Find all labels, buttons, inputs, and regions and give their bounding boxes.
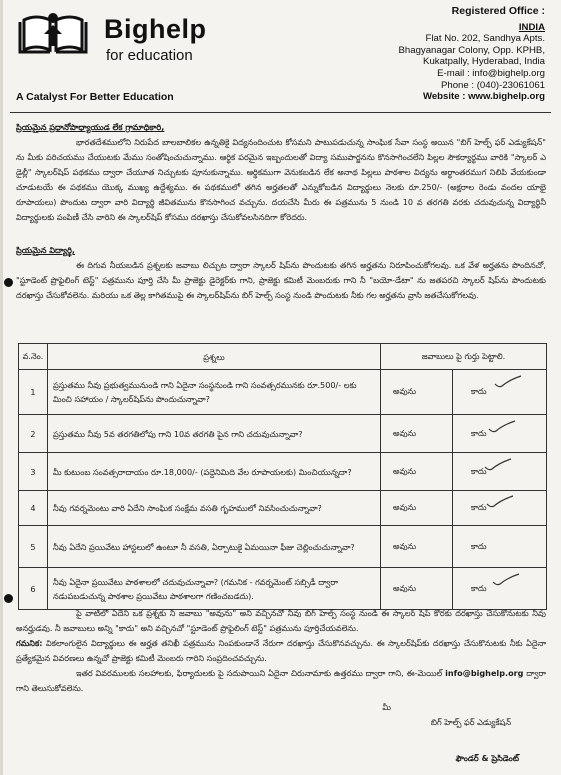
salutation-headmaster: ప్రియమైన ప్రధానోపాధ్యాయుడ లేక గ్రామాధికారి, <box>16 122 165 132</box>
office-website: Website : www.bighelp.org <box>422 91 545 103</box>
row-question: నీవు ఏదైనా ప్రయివేటు పాఠశాలలో చదువుచున్నావా? (గమనిక - గవర్నమెంట్ సబ్సిడీ ద్వారా నడుపబడుచున్న పాఠశాల ప్రయివేటు పాఠశాలగా గణించబడదు). <box>48 568 381 610</box>
eligibility-table <box>18 343 547 610</box>
organization-signature: బిగ్ హెల్ప్ ఫర్ ఎడ్యుకేషన్ <box>430 717 511 727</box>
table-row <box>19 568 547 610</box>
intro-paragraph: భారతదేశములోని నిరుపేద బాలబాలికల ఉన్నతికై విద్యనందించుట కోసమని పాటుపడుచున్న సాంఘిక సేవా సంస్థ అయిన "బిగ్ హెల్ప్ ఫర్ ఎడ్యుకేషన్" ను మీకు పరిచయము చేయుటకు మేము సంతోషించుచున్నాము. ఆర్థిక పరమైన ఇబ్బందులతో విద్యా సముపార్జనను కొనసాగించలేని పిల్లల సౌకర్యార్థము వారికి "స్కాలర్ ఎ డైల్లీ" స్కాలర్‌షిప్ పథకము ద్వారా చేయూత నిచ్చుటకు పూనుకున్నాము. ఆర్థికముగా వెనుకబడిన లేక అనాథ పిల్లలు పాఠశాల విద్యను అర్థాంతరముగ నిలిపి వేయకుండా చూడుటయే ఈ పథకము యొక్క ముఖ్య ఉద్దేశ్యము. ఈ పథకములో తగిన అర్హతలతో ఎన్నుకోబడిన విద్యార్థులు నెలకు రూ.250/- (అక్షరాల రెండు వందల యాభై రూపాయలు) పొందుట ద్వారా వారి విద్యార్థి జీవితమును కొనసాగించ వచ్చును. దయచేసి మీరు ఈ పత్రమును 5 నుండి 10 వ తరగతి వరకు చదువుచున్న విద్యార్థినీ విద్యార్థులకు పంపిణీ చేసి వారిని ఈ స్కాలర్‌షిప్ కోసము దరఖాస్తు చేసుకోవలసినదిగా కోరెదరు. <box>16 137 546 222</box>
office-email: E-mail : info@bighelp.org <box>437 67 545 79</box>
closing-word: మీ <box>382 702 391 712</box>
office-line: Kukatpally, Hyderabad, India <box>423 56 545 68</box>
answer-yes[interactable]: అవును <box>381 568 453 610</box>
office-phone: Phone : (040)-23061061 <box>440 79 545 91</box>
salutation-student: ప్రియమైన విద్యార్థి, <box>16 245 75 255</box>
office-line: Bhagyanagar Colony, Opp. KPHB, <box>398 44 545 56</box>
brand-name: Bighelp <box>104 14 207 44</box>
answer-no-label: కాదు <box>471 582 487 593</box>
tagline: A Catalyst For Better Education <box>16 91 174 103</box>
row-number: 1 <box>19 370 48 415</box>
letter-closing-text <box>16 606 546 696</box>
row-number: 4 <box>19 491 48 526</box>
student-paragraph: ఈ దిగువ నీయబడిన ప్రశ్నలకు జవాబు లిచ్చుట ద్వారా స్కాలర్ షిప్‌ను పొందుటకు తగిన అర్హతను నిరూపించుకోగలవు. ఒక వేళ అర్హతను పొందినచో, "స్టూడెంట్ ప్రొఫైలింగ్ టెస్ట్" పత్రమును పూర్తి చేసి మీ ప్రాజెక్టు డైరెక్టర్‌కు గాని, ప్రాజెక్టు కమిటీ మెంబరుకు గాని నీ "బయో-డేటా" ను జతపరచి స్కాలర్ షిప్‌ను పొందుటకు దరఖాస్తు చేసుకోవలెను. మరియు ఒక తెల్ల కాగితముపై ఈ స్కాలర్‌షిప్‌ను బిగ్ హెల్ప్ సంస్థ నుండి పొందుటకు నీకు గల అర్హతను వ్రాసి జతచేసుకోగలవు. <box>16 260 546 300</box>
checkmark-icon <box>487 419 517 435</box>
note-paragraph <box>16 636 546 666</box>
answer-no-label: కాదు <box>471 386 487 396</box>
punch-hole <box>4 278 13 287</box>
row-question: ప్రస్తుతము నీవు 5వ తరగతిలోపు గాని 10వ తరగతి పైన గాని చదువుచున్నావా? <box>48 415 381 453</box>
table-row <box>19 370 547 415</box>
office-title: Registered Office : <box>451 5 545 17</box>
row-number: 3 <box>19 453 48 491</box>
answer-yes[interactable]: అవును <box>381 526 453 568</box>
answer-yes[interactable]: అవును <box>381 491 453 526</box>
note-text: వికలాంగులైన విద్యార్థులు ఈ అర్హత తనిఖీ పత్రమును నింపకుండానే నేరుగా దరఖాస్తు చేసుకొనవచ్చును. ఈ స్కాలర్‌షిప్‌కు దరఖాస్తు చేసుకొనుటకు నీకు ఏదైనా ప్రత్యేకమైన వివరణలు ఉన్నచో ప్రాజెక్టు కమిటీ మెంబరు గారిని సంప్రదించవచ్చును. <box>16 638 546 663</box>
answer-no[interactable] <box>453 415 547 453</box>
answer-no[interactable] <box>453 491 547 526</box>
checkmark-icon <box>491 572 521 588</box>
row-question: మీ కుటుంబ సంవత్సరాదాయం రూ.18,000/- (పద్దెనిమిది వేల రూపాయలకు) మించియున్నదా? <box>48 453 381 491</box>
registered-office-block <box>305 6 545 103</box>
punch-hole <box>4 594 13 603</box>
answer-yes[interactable]: అవును <box>381 415 453 453</box>
brand-subtitle: for education <box>106 47 193 64</box>
answer-no-label: కాదు <box>471 540 487 551</box>
row-question: నీవు గవర్నమెంటు వారి ఏదేని సాంఘిక సంక్షేమ వసతి గృహములో నివసించుచున్నావా? <box>48 491 381 526</box>
bighelp-logo-icon <box>16 10 90 56</box>
answer-no[interactable] <box>453 526 547 568</box>
header-questions: ప్రశ్నలు <box>48 344 381 370</box>
answer-no-label: కాదు <box>471 502 487 512</box>
table-row <box>19 453 547 491</box>
contact-email[interactable]: info@bighelp.org <box>445 668 524 678</box>
contact-paragraph <box>16 666 546 696</box>
header-serial: వ.నెం. <box>19 344 48 370</box>
letter-intro <box>16 120 546 225</box>
answer-yes[interactable]: అవును <box>381 370 453 415</box>
table-row <box>19 526 547 568</box>
contact-text-end: ద్వారా గాని తెలుసుకోవలెను. <box>16 668 547 693</box>
answer-no-label: కాదు <box>471 427 487 438</box>
letter-student <box>16 243 546 303</box>
table-row <box>19 491 547 526</box>
checkmark-icon <box>493 374 523 390</box>
answer-no[interactable] <box>453 453 547 491</box>
contact-text: ఇతర వివరములకు సలహాలకు, ఫిర్యాదులకు పై సదుపాయిని ఏదైనా చిరునామాకు ఉత్తరము ద్వారా గాని, ఈ-మెయిల్ <box>76 668 446 678</box>
row-number: 6 <box>19 568 48 610</box>
row-question: నీవు ఏదేని ప్రయివేటు హాస్టలులో ఉంటూ నీ వసతి, ఏర్పాటుకై ఏమయినా ఫీజు చెల్లించుచున్నావా? <box>48 526 381 568</box>
answer-no[interactable] <box>453 370 547 415</box>
row-number: 5 <box>19 526 48 568</box>
checkmark-icon <box>483 457 513 473</box>
header-answers: జవాబులు పై గుర్తు పెట్టాలి. <box>381 344 547 370</box>
office-line: Flat No. 202, Sandhya Apts. <box>425 33 545 45</box>
eligibility-paragraph: పై వాటిలో ఏదేని ఒక ప్రశ్నకు నీ జవాబు "అవును" అని వచ్చినచో నీవు బిగ్ హెల్ప్ సంస్థ నుండి ఈ స్కాలర్ షిప్ కొరకు దరఖాస్తు చేసుకొనుటకు నీవు అనర్హుడవు. నీ జవాబులు అన్ని "కాదు" అని వచ్చినచో "స్టూడెంట్ ప్రొఫైలింగ్ టెస్ట్" పత్రమును పూర్తిచేయవలెను. <box>16 608 546 633</box>
note-label: గమనిక: <box>16 638 43 648</box>
row-number: 2 <box>19 415 48 453</box>
answer-yes[interactable]: అవును <box>381 453 453 491</box>
page-edge <box>0 0 3 775</box>
header-divider <box>10 112 551 113</box>
answer-no[interactable] <box>453 568 547 610</box>
answer-no-label: కాదు <box>471 465 487 476</box>
signatory-title: ఫౌండర్ & ప్రెసిడెంట్ <box>455 753 519 763</box>
table-row <box>19 415 547 453</box>
office-country: INDIA <box>518 21 545 33</box>
row-question: ప్రస్తుతము నీవు ప్రభుత్వమునుండి గాని ఏదైనా సంస్థనుండి గాని సంవత్సరమునకు రూ.500/- లకు మించి సహాయం / స్కాలర్‌షిప్‌ను పొందుచున్నావా? <box>48 370 381 415</box>
table-header-row <box>19 344 547 370</box>
checkmark-icon <box>485 494 515 510</box>
